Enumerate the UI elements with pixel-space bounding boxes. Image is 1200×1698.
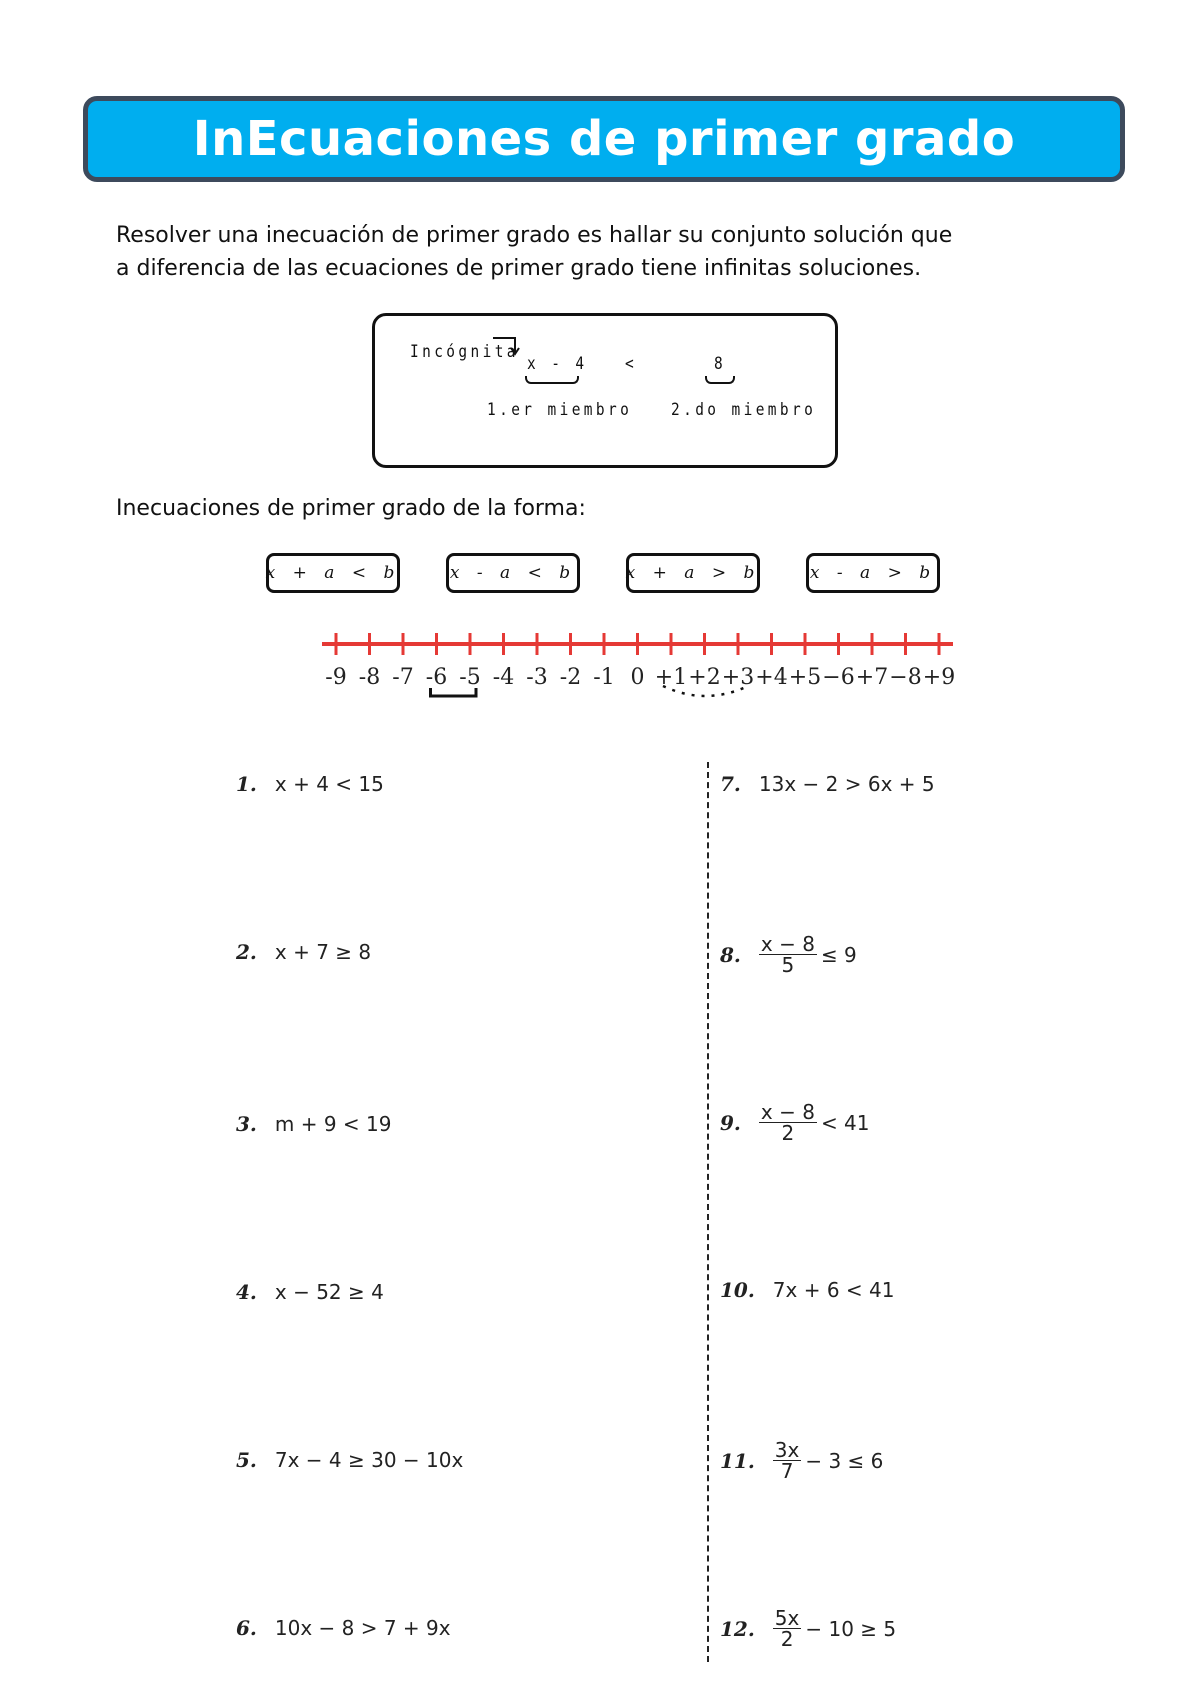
fraction [773, 1440, 802, 1481]
problem-expression-tail: − 10 ≥ 5 [805, 1616, 897, 1641]
left-brace [525, 376, 579, 384]
problem-number: 10. [720, 1278, 755, 1302]
second-member-label: 2.do miembro [671, 400, 817, 420]
denominator: 2 [780, 1627, 794, 1651]
problem-expression-tail: ≤ 9 [820, 942, 857, 967]
problem-expression-tail: − 3 ≤ 6 [805, 1448, 884, 1473]
number-line [250, 620, 1060, 710]
problem-1 [236, 772, 384, 796]
number-line-label: -9 [325, 665, 347, 690]
fraction [759, 1102, 817, 1143]
number-line-label: -7 [392, 665, 414, 690]
denominator: 5 [781, 953, 795, 977]
number-line-label: −8 [889, 665, 922, 690]
problem-expression: 10x − 8 > 7 + 9x [274, 1616, 451, 1640]
problem-3 [236, 1112, 392, 1136]
inequality-parts-diagram [372, 313, 838, 468]
number-line-label: +1 [654, 665, 688, 690]
numerator: 3x [774, 1438, 800, 1462]
number-line-label: +9 [922, 665, 956, 690]
problem-6 [236, 1616, 451, 1640]
problem-2 [236, 940, 371, 964]
page-title: InEcuaciones de primer grado [192, 111, 1016, 167]
number-line-label: -2 [559, 665, 582, 690]
right-brace [705, 376, 735, 384]
problem-10 [720, 1278, 894, 1302]
problem-12 [720, 1608, 896, 1649]
problem-expression: 13x − 2 > 6x + 5 [758, 772, 935, 796]
problem-number: 2. [236, 940, 257, 964]
number-line-label: −6 [822, 665, 855, 690]
problem-8 [720, 934, 857, 975]
form-box: x + a > b [626, 553, 760, 593]
form-box: x - a < b [446, 553, 580, 593]
problem-number: 7. [720, 772, 741, 796]
problem-number: 6. [236, 1616, 257, 1640]
problem-4 [236, 1280, 384, 1304]
intro-line-2: a diferencia de las ecuaciones de primer grado tiene infinitas soluciones. [116, 256, 922, 281]
problem-number: 9. [720, 1110, 741, 1135]
number-line-label: -8 [358, 665, 381, 690]
problem-expression: x + 4 < 15 [274, 772, 384, 796]
problem-expression: m + 9 < 19 [274, 1112, 392, 1136]
denominator: 7 [780, 1459, 794, 1483]
problem-number: 11. [720, 1448, 755, 1473]
forms-heading: Inecuaciones de primer grado de la forma: [116, 496, 586, 521]
number-line-label: +7 [855, 665, 889, 690]
number-line-label: +5 [788, 665, 822, 690]
incognita-arrow-icon [493, 336, 523, 356]
numerator: 5x [774, 1606, 800, 1630]
problem-number: 12. [720, 1616, 755, 1641]
left-expression: x - 4 [527, 354, 588, 374]
problem-expression: x + 7 ≥ 8 [274, 940, 372, 964]
title-banner [83, 96, 1125, 182]
number-line-label: 0 [630, 665, 645, 690]
problem-number: 1. [236, 772, 257, 796]
numerator: x − 8 [760, 932, 815, 956]
incognita-label: Incógnita [410, 342, 519, 362]
denominator: 2 [781, 1121, 795, 1145]
form-box: x + a < b [266, 553, 400, 593]
number-line-label: -5 [459, 665, 481, 690]
number-line-label: +3 [721, 665, 755, 690]
intro-line-1: Resolver una inecuación de primer grado es hallar su conjunto solución que [116, 223, 953, 248]
number-line-label: -4 [492, 665, 515, 690]
problem-number: 8. [720, 942, 741, 967]
number-line-label: +4 [755, 665, 788, 690]
problem-5 [236, 1448, 463, 1472]
problem-expression: x − 52 ≥ 4 [274, 1280, 384, 1304]
number-line-label: +2 [688, 665, 721, 690]
numerator: x − 8 [760, 1100, 815, 1124]
number-line-label: -1 [593, 665, 615, 690]
inequality-operator: < [625, 354, 638, 374]
right-expression: 8 [714, 354, 727, 374]
number-line-label: -6 [425, 665, 448, 690]
problem-number: 3. [236, 1112, 257, 1136]
problem-9 [720, 1102, 870, 1143]
column-divider [707, 762, 709, 1662]
problem-7 [720, 772, 935, 796]
fraction [773, 1608, 802, 1649]
problem-number: 4. [236, 1280, 257, 1304]
problem-expression-tail: < 41 [820, 1110, 870, 1135]
problem-number: 5. [236, 1448, 257, 1472]
problem-11 [720, 1440, 883, 1481]
first-member-label: 1.er miembro [487, 400, 633, 420]
problem-expression: 7x − 4 ≥ 30 − 10x [274, 1448, 464, 1472]
problem-expression: 7x + 6 < 41 [772, 1278, 895, 1302]
form-box: x - a > b [806, 553, 940, 593]
fraction [759, 934, 817, 975]
number-line-label: -3 [526, 665, 548, 690]
